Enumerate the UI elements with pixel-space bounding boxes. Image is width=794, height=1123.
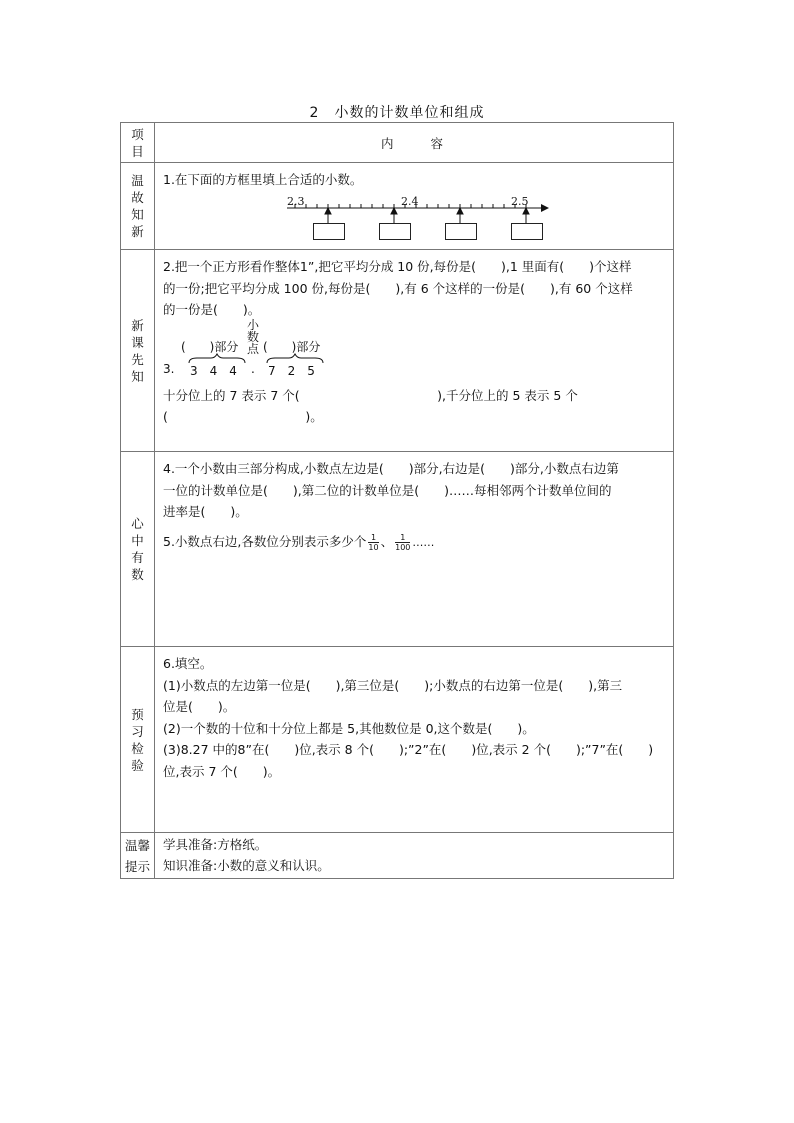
question-2-line-2: 的一份;把它平均分成 100 份,每份是( ),有 6 个这样的一份是( ),有 60 个这样 xyxy=(163,280,633,296)
row-label-wengu xyxy=(121,163,155,250)
question-6-3-line-1: (3)8.27 中的8”在( )位,表示 8 个( );”2”在( )位,表示 2 个( );”7”在( ) xyxy=(163,742,654,757)
row-label-text: 新课先知 xyxy=(131,317,144,384)
question-6-1-line-1: (1)小数点的左边第一位是( ),第三位是( );小数点的右边第一位是( ),第三 xyxy=(163,677,623,693)
question-2-line-3: 的一份是( )。 xyxy=(163,302,261,317)
decimal-point: . xyxy=(251,361,255,376)
answer-box[interactable] xyxy=(379,223,411,240)
decimal-digits: 7 2 5 xyxy=(268,363,315,378)
row-label-xinzhong xyxy=(121,452,155,647)
question-5-text: 5.小数点右边,各数位分别表示多少个 xyxy=(163,533,367,549)
integer-digits: 3 4 4 xyxy=(190,363,237,378)
separator: 、 xyxy=(380,533,394,549)
answer-box[interactable] xyxy=(445,223,477,240)
q3-number: 3. xyxy=(163,361,175,376)
lesson-table xyxy=(120,122,674,879)
question-2-line-1: 2.把一个正方形看作整体1”,把它平均分成 10 份,每份是( ),1 里面有( )个这样 xyxy=(163,259,632,274)
row-label-text: 预习检验 xyxy=(131,706,144,773)
fraction-1-10 xyxy=(368,533,378,552)
row-content-yuxi xyxy=(155,647,674,833)
question-4-line-1: 4.一个小数由三部分构成,小数点左边是( )部分,右边是( )部分,小数点右边第 xyxy=(163,461,619,476)
row-content-tishi xyxy=(155,833,674,879)
answer-box[interactable] xyxy=(313,223,345,240)
header-content: 内 容 xyxy=(155,123,674,163)
question-3-line-1: 十分位上的 7 表示 7 个( ),千分位上的 5 表示 5 个 xyxy=(163,387,578,403)
question-3-line-2: ( )。 xyxy=(163,409,323,424)
row-label-text: 提示 xyxy=(124,858,150,874)
question-6: 6.填空。 xyxy=(163,656,213,671)
row-label-yuxi xyxy=(121,647,155,833)
question-6-2: (2)一个数的十位和十分位上都是 5,其他数位是 0,这个数是( )。 xyxy=(163,720,535,736)
row-label-text: 温故知新 xyxy=(131,173,144,239)
fraction-numerator: 1 xyxy=(395,533,410,543)
row-content-xinke xyxy=(155,250,674,452)
row-label-text: 心中有数 xyxy=(131,516,144,582)
answer-box[interactable] xyxy=(511,223,543,240)
ellipsis: …… xyxy=(412,535,435,549)
row-content-wengu xyxy=(155,163,674,250)
question-4-line-2: 一位的计数单位是( ),第二位的计数单位是( )……每相邻两个计数单位间的 xyxy=(163,482,612,498)
page-title: 2 小数的计数单位和组成 xyxy=(309,105,485,121)
decimal-structure-diagram xyxy=(163,317,665,379)
header-item-cell xyxy=(121,123,155,163)
tick-label: 2.4 xyxy=(401,194,419,208)
fraction-numerator: 1 xyxy=(368,533,378,543)
question-5 xyxy=(163,531,665,554)
tick-label: 2.3 xyxy=(287,194,305,208)
row-label-xinke xyxy=(121,250,155,452)
tick-label: 2.5 xyxy=(511,194,529,208)
tip-line-1: 学具准备:方格纸。 xyxy=(163,837,268,852)
row-content-xinzhong xyxy=(155,452,674,647)
fraction-1-100 xyxy=(395,533,410,552)
integer-part-label: ( )部分 xyxy=(181,339,239,354)
question-6-1-line-2: 位是( )。 xyxy=(163,699,236,714)
question-1: 1.在下面的方框里填上合适的小数。 xyxy=(163,172,363,187)
fraction-denominator: 100 xyxy=(395,542,411,552)
row-label-text: 温馨 xyxy=(124,837,150,853)
question-4-line-3: 进率是( )。 xyxy=(163,504,248,519)
header-item: 项目 xyxy=(131,126,144,159)
decimal-part-label: ( )部分 xyxy=(263,339,321,354)
decimal-point-label: 小数点 xyxy=(247,317,260,356)
tip-line-2: 知识准备:小数的意义和认识。 xyxy=(163,858,330,873)
question-6-3-line-2: 位,表示 7 个( )。 xyxy=(163,763,281,779)
row-label-tishi xyxy=(121,833,155,879)
number-line xyxy=(283,191,665,243)
fraction-denominator: 10 xyxy=(368,542,379,552)
